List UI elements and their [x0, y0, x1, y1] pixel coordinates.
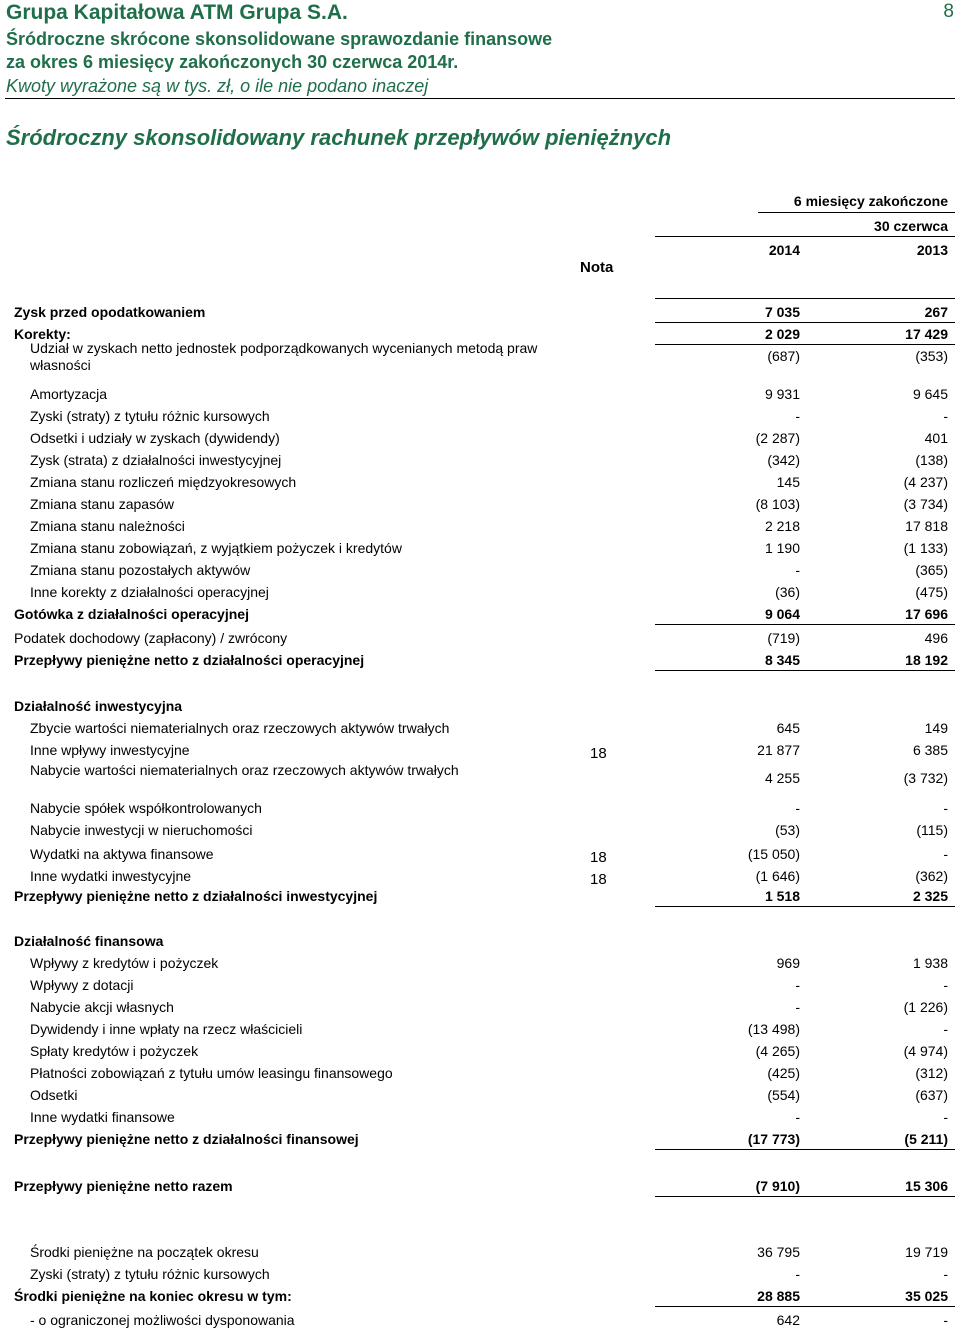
value-2014: - [795, 800, 800, 816]
table-row [0, 1084, 960, 1106]
value-2013: 19 719 [905, 1244, 948, 1260]
total-row [0, 1285, 960, 1307]
value-2014: - [795, 562, 800, 578]
row-label: Amortyzacja [30, 386, 108, 402]
column-header-underline [655, 298, 955, 299]
value-2014: 145 [776, 474, 800, 490]
table-row [0, 865, 960, 887]
row-label: Nabycie spółek współkontrolowanych [30, 800, 262, 816]
period-label: 6 miesięcy zakończone [793, 193, 948, 209]
value-2013: (365) [915, 562, 948, 578]
period-underline [758, 212, 955, 213]
table-row [0, 559, 960, 581]
value-2013: - [943, 977, 948, 993]
table-row [0, 471, 960, 493]
table-row [0, 1062, 960, 1084]
table-row [0, 952, 960, 974]
period-date-underline [655, 236, 955, 237]
value-2013: (3 732) [903, 770, 948, 786]
value-2014: (1 646) [755, 868, 800, 884]
value-2014: (719) [767, 630, 800, 646]
row-label: Odsetki i udziały w zyskach (dywidendy) [30, 430, 280, 446]
value-2013: - [943, 1109, 948, 1125]
value-2013: 17 696 [905, 606, 948, 622]
value-2014: 9 931 [764, 386, 800, 402]
value-2013: - [943, 846, 948, 862]
value-2013: - [943, 1266, 948, 1282]
table-row [0, 515, 960, 537]
table-row [0, 797, 960, 819]
total-row [0, 603, 960, 625]
row-label: Zmiana stanu zapasów [30, 496, 174, 512]
row-label: Nabycie akcji własnych [30, 999, 174, 1015]
row-divider [655, 1149, 955, 1150]
row-label: Zmiana stanu należności [30, 518, 185, 534]
value-2013: 496 [924, 630, 948, 646]
table-row [0, 739, 960, 761]
value-2013: 2 325 [912, 888, 948, 904]
value-2013: (4 237) [903, 474, 948, 490]
row-label: Inne wydatki inwestycyjne [30, 868, 192, 884]
value-2013: - [943, 408, 948, 424]
value-2013: (5 211) [904, 1131, 948, 1147]
row-divider [655, 1196, 955, 1197]
table-row [0, 1309, 960, 1331]
value-2013: (312) [915, 1065, 948, 1081]
value-2013: (1 226) [903, 999, 948, 1015]
total-row [0, 301, 960, 323]
units-note: Kwoty wyrażone są w tys. zł, o ile nie podano inaczej [6, 76, 429, 96]
value-2013: 401 [924, 430, 948, 446]
value-2013: (1 133) [903, 540, 948, 556]
value-2014: 645 [776, 720, 800, 736]
row-divider [655, 906, 955, 907]
value-2013: 17 818 [905, 518, 948, 534]
row-label: Spłaty kredytów i pożyczek [30, 1043, 199, 1059]
row-label: - o ograniczonej możliwości dysponowania [30, 1312, 295, 1328]
table-row [0, 537, 960, 559]
row-note: 18 [590, 849, 607, 866]
value-2014: 8 345 [764, 652, 800, 668]
report-period: za okres 6 miesięcy zakończonych 30 czerwca 2014r. [6, 52, 459, 72]
table-row [0, 383, 960, 405]
period-date: 30 czerwca [874, 218, 948, 234]
table-row [0, 996, 960, 1018]
value-2014: 28 885 [757, 1288, 800, 1304]
report-subtitle: Śródroczne skrócone skonsolidowane sprawozdanie finansowe [6, 29, 553, 49]
value-2013: 9 645 [912, 386, 948, 402]
value-2014: 2 029 [764, 326, 800, 342]
table-row [0, 449, 960, 471]
table-row [0, 974, 960, 996]
row-label: Inne korekty z działalności operacyjnej [30, 584, 269, 600]
value-2014: 1 190 [764, 540, 800, 556]
value-2014: 21 877 [757, 742, 800, 758]
header-divider [5, 98, 955, 99]
row-label: Odsetki [30, 1087, 78, 1103]
value-2013: 17 429 [905, 326, 948, 342]
value-2014: (4 265) [755, 1043, 800, 1059]
value-2014: 1 518 [764, 888, 800, 904]
row-label: Nabycie wartości niematerialnych oraz rzeczowych aktywów trwałych [30, 762, 459, 778]
row-label: Zmiana stanu pozostałych aktywów [30, 562, 251, 578]
table-row [0, 340, 960, 373]
table-row [0, 627, 960, 649]
table-row [0, 762, 960, 789]
value-2013: (362) [915, 868, 948, 884]
row-label: Zysk przed opodatkowaniem [14, 304, 206, 320]
value-2013: (353) [915, 348, 948, 364]
value-2013: 1 938 [912, 955, 948, 971]
row-label: Środki pieniężne na koniec okresu w tym: [14, 1288, 292, 1304]
value-2014: - [795, 977, 800, 993]
row-label: Zbycie wartości niematerialnych oraz rzeczowych aktywów trwałych [30, 720, 450, 736]
section-heading: Działalność inwestycyjna [14, 698, 183, 714]
table-row [0, 819, 960, 841]
value-2013: (3 734) [903, 496, 948, 512]
company-name: Grupa Kapitałowa ATM Grupa S.A. [6, 1, 348, 24]
statement-title: Śródroczny skonsolidowany rachunek przepływów pieniężnych [6, 125, 672, 150]
value-2014: - [795, 999, 800, 1015]
value-2014: 4 255 [764, 770, 800, 786]
value-2014: (8 103) [755, 496, 800, 512]
row-label: Przepływy pieniężne netto z działalności operacyjnej [14, 652, 365, 668]
row-label: Przepływy pieniężne netto z działalności finansowej [14, 1131, 359, 1147]
value-2013: (475) [915, 584, 948, 600]
value-2014: - [795, 1266, 800, 1282]
value-2014: (342) [767, 452, 800, 468]
table-row [0, 427, 960, 449]
row-label: Zysk (strata) z działalności inwestycyjnej [30, 452, 282, 468]
value-2013: - [943, 800, 948, 816]
row-label: Gotówka z działalności operacyjnej [14, 606, 249, 622]
total-row [0, 1175, 960, 1197]
value-2013: 149 [924, 720, 948, 736]
row-note: 18 [590, 745, 607, 762]
row-divider [655, 1306, 955, 1307]
value-2014: (554) [767, 1087, 800, 1103]
value-2014: 969 [776, 955, 800, 971]
value-2014: (425) [767, 1065, 800, 1081]
value-2013: (4 974) [903, 1043, 948, 1059]
value-2014: - [795, 408, 800, 424]
value-2014: - [795, 1109, 800, 1125]
row-label: Inne wydatki finansowe [30, 1109, 175, 1125]
table-row [0, 493, 960, 515]
year-2013-header: 2013 [916, 242, 948, 258]
table-row [0, 1018, 960, 1040]
section-heading: Działalność finansowa [14, 933, 164, 949]
value-2014: 9 064 [764, 606, 800, 622]
row-divider [655, 670, 955, 671]
row-note: 18 [590, 871, 607, 888]
row-divider [655, 624, 955, 625]
value-2013: - [943, 1312, 948, 1328]
row-label: Zmiana stanu rozliczeń międzyokresowych [30, 474, 297, 490]
value-2014: 642 [776, 1312, 800, 1328]
row-label: Nabycie inwestycji w nieruchomości [30, 822, 253, 838]
row-label: Wpływy z dotacji [30, 977, 134, 993]
page-number: 8 [943, 1, 954, 22]
value-2013: 6 385 [912, 742, 948, 758]
table-row [0, 1241, 960, 1263]
row-label: Przepływy pieniężne netto razem [14, 1178, 233, 1194]
total-row [0, 1128, 960, 1150]
table-row [0, 1040, 960, 1062]
row-label: Zyski (straty) z tytułu różnic kursowych [30, 1266, 270, 1282]
value-2014: (2 287) [755, 430, 800, 446]
value-2014: (17 773) [747, 1131, 800, 1147]
value-2014: 2 218 [764, 518, 800, 534]
table-row [0, 717, 960, 739]
row-label: Środki pieniężne na początek okresu [30, 1244, 259, 1260]
value-2013: (138) [915, 452, 948, 468]
value-2014: (53) [775, 822, 800, 838]
total-row [0, 885, 960, 907]
value-2013: 18 192 [905, 652, 948, 668]
row-label: Podatek dochodowy (zapłacony) / zwrócony [14, 630, 288, 646]
value-2014: (687) [767, 348, 800, 364]
total-row [0, 649, 960, 671]
value-2013: (637) [915, 1087, 948, 1103]
row-label: Płatności zobowiązań z tytułu umów leasingu finansowego [30, 1065, 393, 1081]
row-label: Korekty: [14, 326, 71, 342]
row-label: Inne wpływy inwestycyjne [30, 742, 190, 758]
value-2014: 7 035 [764, 304, 800, 320]
row-label: Zyski (straty) z tytułu różnic kursowych [30, 408, 270, 424]
value-2013: 15 306 [905, 1178, 948, 1194]
value-2014: (36) [775, 584, 800, 600]
table-row [0, 1106, 960, 1128]
table-row [0, 843, 960, 865]
row-label: Dywidendy i inne wpłaty na rzecz właścicieli [30, 1021, 303, 1037]
row-label: Wpływy z kredytów i pożyczek [30, 955, 219, 971]
value-2013: (115) [916, 822, 948, 838]
row-label: Przepływy pieniężne netto z działalności inwestycyjnej [14, 888, 378, 904]
table-row [0, 1263, 960, 1285]
value-2014: (15 050) [747, 846, 800, 862]
note-column-header: Nota [580, 259, 614, 276]
year-2014-header: 2014 [768, 242, 800, 258]
row-label: Wydatki na aktywa finansowe [30, 846, 214, 862]
value-2013: 35 025 [905, 1288, 948, 1304]
value-2014: (13 498) [747, 1021, 800, 1037]
table-row [0, 405, 960, 427]
row-label: Zmiana stanu zobowiązań, z wyjątkiem pożyczek i kredytów [30, 540, 402, 556]
value-2014: (7 910) [755, 1178, 800, 1194]
table-row [0, 581, 960, 603]
value-2013: 267 [924, 304, 948, 320]
row-label: Udział w zyskach netto jednostek podporządkowanych wycenianych metodą praw własności [30, 340, 538, 373]
value-2014: 36 795 [757, 1244, 800, 1260]
value-2013: - [943, 1021, 948, 1037]
